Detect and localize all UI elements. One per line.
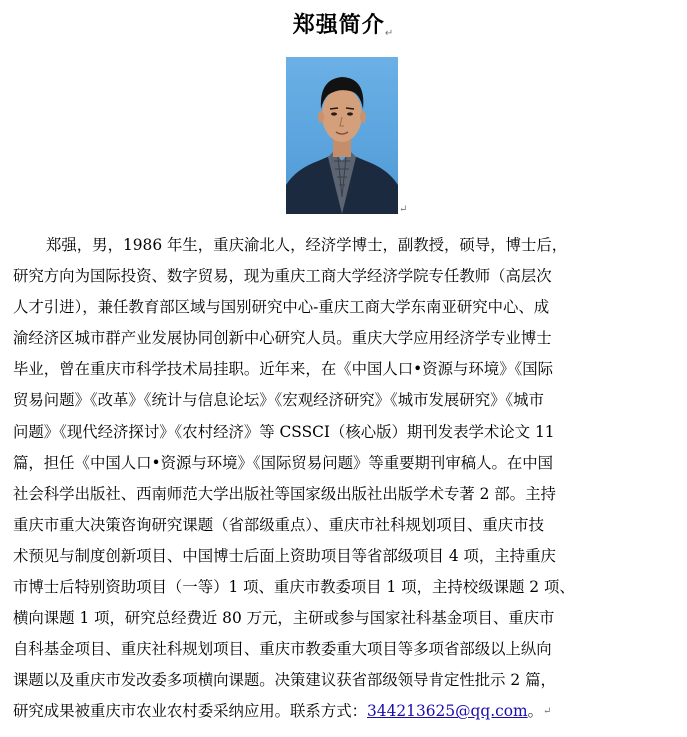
- bio-line: 毕业，曾在重庆市科学技术局挂职。近年来，在《中国人口•资源与环境》《国际: [13, 360, 554, 379]
- bio-line: 篇，担任《中国人口•资源与环境》《国际贸易问题》等重要期刊审稿人。在中国: [13, 453, 554, 472]
- email-link[interactable]: 344213625@qq.com: [367, 702, 528, 721]
- bio-line: 术预见与制度创新项目、中国博士后面上资助项目等省部级项目 4 项，主持重庆: [13, 546, 556, 565]
- bio-line: 渝经济区城市群产业发展协同创新中心研究人员。重庆大学应用经济学专业博士: [13, 329, 552, 348]
- bio-line: 课题以及重庆市发改委多项横向课题。决策建议获省部级领导肯定性批示 2 篇，: [13, 671, 556, 690]
- bio-line: 研究方向为国际投资、数字贸易，现为重庆工商大学经济学院专任教师（高层次: [13, 267, 552, 286]
- page-title: [0, 8, 687, 39]
- bio-line: 人才引进），兼任教育部区域与国别研究中心-重庆工商大学东南亚研究中心、成: [13, 298, 550, 317]
- bio-line: 横向课题 1 项，研究总经费近 80 万元，主研或参与国家社科基金项目、重庆市: [13, 609, 555, 628]
- portrait-image: [286, 57, 398, 214]
- bio-line: 市博士后特别资助项目（一等）1 项、重庆市教委项目 1 项，主持校级课题 2 项、: [13, 578, 575, 597]
- bio-paragraph: [13, 230, 675, 728]
- title-text: 郑强简介: [292, 13, 385, 38]
- bio-line: 问题》《现代经济探讨》《农村经济》等 CSSCI（核心版）期刊发表学术论文 11: [13, 422, 555, 441]
- bio-line: 贸易问题》《改革》《统计与信息论坛》《宏观经济研究》《城市发展研究》《城市: [13, 391, 544, 410]
- paragraph-mark: ↵: [399, 204, 408, 215]
- contact-prefix: 研究成果被重庆市农业农村委采纳应用。联系方式：: [13, 702, 367, 721]
- paragraph-mark: ↵: [384, 28, 395, 39]
- portrait-photo: [286, 57, 398, 214]
- contact-suffix: 。: [527, 702, 544, 721]
- paragraph-mark: ↵: [543, 706, 552, 718]
- bio-line: 郑强，男，1986 年生，重庆渝北人，经济学博士，副教授，硕导，博士后，: [46, 236, 568, 254]
- bio-line: 重庆市重大决策咨询研究课题（省部级重点）、重庆市社科规划项目、重庆市技: [13, 515, 544, 534]
- bio-line: 自科基金项目、重庆社科规划项目、重庆市教委重大项目等多项省部级以上纵向: [13, 640, 552, 659]
- bio-last-line: [13, 696, 675, 727]
- bio-line: 社会科学出版社、西南师范大学出版社等国家级出版社出版学术专著 2 部。主持: [13, 484, 556, 503]
